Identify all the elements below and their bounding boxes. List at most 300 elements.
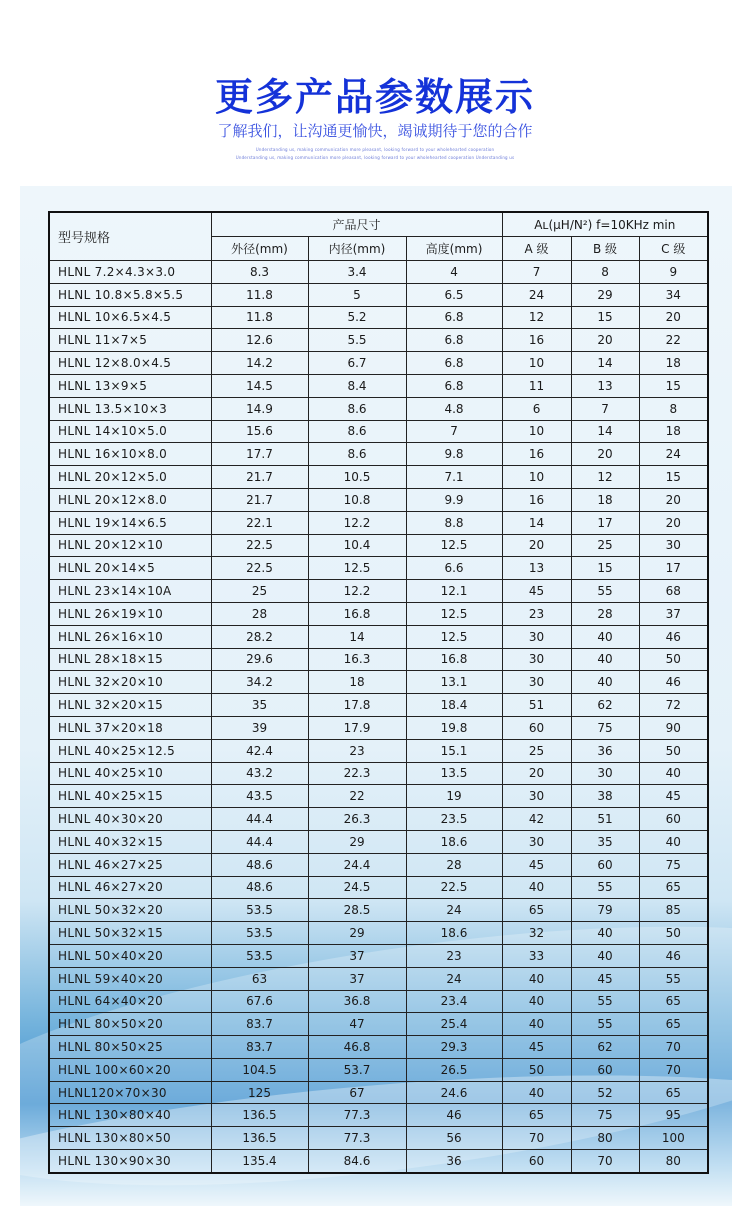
grade-a-cell: 32: [502, 922, 571, 945]
model-cell: HLNL 130×80×40: [49, 1104, 211, 1127]
height-cell: 25.4: [406, 1013, 502, 1036]
grade-c-cell: 46: [639, 944, 708, 967]
inner-diameter-cell: 46.8: [308, 1036, 406, 1059]
outer-diameter-cell: 28: [211, 602, 308, 625]
outer-diameter-cell: 11.8: [211, 283, 308, 306]
model-spec-header: 型号规格: [49, 212, 211, 261]
inner-diameter-cell: 10.8: [308, 488, 406, 511]
grade-b-cell: 40: [571, 922, 639, 945]
model-cell: HLNL 7.2×4.3×3.0: [49, 261, 211, 284]
table-row: [49, 1150, 708, 1173]
table-row: [49, 1081, 708, 1104]
grade-b-cell: 17: [571, 511, 639, 534]
table-row: [49, 1127, 708, 1150]
table-row: [49, 990, 708, 1013]
grade-c-cell: 37: [639, 602, 708, 625]
grade-c-cell: 68: [639, 580, 708, 603]
grade-c-cell: 20: [639, 488, 708, 511]
model-cell: HLNL 40×25×15: [49, 785, 211, 808]
grade-b-cell: 70: [571, 1150, 639, 1173]
page-subtitle: 了解我们，让沟通更愉快，竭诚期待于您的合作: [217, 122, 533, 140]
height-cell: 46: [406, 1104, 502, 1127]
grade-a-cell: 40: [502, 990, 571, 1013]
inner-diameter-cell: 77.3: [308, 1127, 406, 1150]
grade-a-cell: 16: [502, 329, 571, 352]
inner-diameter-cell: 29: [308, 922, 406, 945]
height-cell: 6.8: [406, 329, 502, 352]
inner-diameter-cell: 22: [308, 785, 406, 808]
table-row: [49, 466, 708, 489]
model-cell: HLNL 50×40×20: [49, 944, 211, 967]
grade-a-cell: 7: [502, 261, 571, 284]
grade-a-cell: 16: [502, 443, 571, 466]
height-cell: 18.6: [406, 922, 502, 945]
grade-b-cell: 38: [571, 785, 639, 808]
inner-diameter-cell: 36.8: [308, 990, 406, 1013]
height-cell: 24: [406, 967, 502, 990]
inner-diameter-cell: 14: [308, 625, 406, 648]
model-cell: HLNL 46×27×25: [49, 853, 211, 876]
grade-c-cell: 30: [639, 534, 708, 557]
table-body: [49, 261, 708, 1173]
table-header-row: [49, 212, 708, 237]
table-row: [49, 261, 708, 284]
grade-a-cell: 30: [502, 625, 571, 648]
inner-diameter-cell: 12.2: [308, 580, 406, 603]
model-cell: HLNL 80×50×25: [49, 1036, 211, 1059]
grade-a-cell: 65: [502, 1104, 571, 1127]
height-cell: 56: [406, 1127, 502, 1150]
table-row: [49, 830, 708, 853]
grade-c-cell: 24: [639, 443, 708, 466]
inner-diameter-header: 内径(mm): [308, 237, 406, 261]
outer-diameter-cell: 29.6: [211, 648, 308, 671]
grade-b-cell: 20: [571, 329, 639, 352]
model-cell: HLNL 10×6.5×4.5: [49, 306, 211, 329]
model-cell: HLNL 100×60×20: [49, 1058, 211, 1081]
grade-b-cell: 30: [571, 762, 639, 785]
height-cell: 19.8: [406, 716, 502, 739]
outer-diameter-cell: 125: [211, 1081, 308, 1104]
product-size-header: 产品尺寸: [211, 212, 502, 237]
model-cell: HLNL 46×27×20: [49, 876, 211, 899]
grade-c-cell: 55: [639, 967, 708, 990]
grade-c-cell: 45: [639, 785, 708, 808]
grade-b-cell: 79: [571, 899, 639, 922]
table-row: [49, 694, 708, 717]
inner-diameter-cell: 16.8: [308, 602, 406, 625]
grade-c-cell: 70: [639, 1058, 708, 1081]
outer-diameter-cell: 39: [211, 716, 308, 739]
grade-c-cell: 17: [639, 557, 708, 580]
height-cell: 29.3: [406, 1036, 502, 1059]
model-cell: HLNL 14×10×5.0: [49, 420, 211, 443]
grade-b-cell: 36: [571, 739, 639, 762]
table-row: [49, 967, 708, 990]
model-cell: HLNL 64×40×20: [49, 990, 211, 1013]
table-row: [49, 648, 708, 671]
grade-b-cell: 75: [571, 1104, 639, 1127]
table-row: [49, 306, 708, 329]
height-cell: 13.5: [406, 762, 502, 785]
grade-c-cell: 80: [639, 1150, 708, 1173]
outer-diameter-cell: 21.7: [211, 466, 308, 489]
grade-c-cell: 18: [639, 420, 708, 443]
grade-c-cell: 20: [639, 511, 708, 534]
grade-a-cell: 45: [502, 1036, 571, 1059]
outer-diameter-cell: 83.7: [211, 1036, 308, 1059]
outer-diameter-cell: 15.6: [211, 420, 308, 443]
inner-diameter-cell: 10.4: [308, 534, 406, 557]
table-row: [49, 374, 708, 397]
grade-c-cell: 65: [639, 876, 708, 899]
table-row: [49, 625, 708, 648]
outer-diameter-cell: 135.4: [211, 1150, 308, 1173]
table-row: [49, 899, 708, 922]
grade-a-cell: 20: [502, 762, 571, 785]
outer-diameter-cell: 44.4: [211, 830, 308, 853]
table-row: [49, 443, 708, 466]
table-row: [49, 1058, 708, 1081]
grade-a-cell: 50: [502, 1058, 571, 1081]
grade-a-cell: 45: [502, 853, 571, 876]
grade-a-cell: 24: [502, 283, 571, 306]
grade-b-cell: 12: [571, 466, 639, 489]
page-header: [0, 0, 750, 180]
grade-c-cell: 40: [639, 762, 708, 785]
model-cell: HLNL 59×40×20: [49, 967, 211, 990]
outer-diameter-cell: 11.8: [211, 306, 308, 329]
outer-diameter-cell: 83.7: [211, 1013, 308, 1036]
grade-b-cell: 7: [571, 397, 639, 420]
outer-diameter-header: 外径(mm): [211, 237, 308, 261]
table-row: [49, 488, 708, 511]
grade-a-cell: 60: [502, 716, 571, 739]
model-cell: HLNL 13.5×10×3: [49, 397, 211, 420]
grade-b-cell: 20: [571, 443, 639, 466]
grade-c-cell: 46: [639, 671, 708, 694]
model-cell: HLNL 19×14×6.5: [49, 511, 211, 534]
inner-diameter-cell: 53.7: [308, 1058, 406, 1081]
model-cell: HLNL 40×30×20: [49, 808, 211, 831]
table-row: [49, 1104, 708, 1127]
model-cell: HLNL 13×9×5: [49, 374, 211, 397]
grade-a-cell: 10: [502, 352, 571, 375]
grade-a-header: A 级: [502, 237, 571, 261]
subtitle-english-line-2: Understanding us, making communication more pleasant, looking forward to your wholehearted cooperation Understanding us: [235, 155, 515, 160]
subtitle-english-line-1: Understanding us, making communication more pleasant, looking forward to your wholehearted cooperation: [255, 147, 495, 152]
grade-a-cell: 20: [502, 534, 571, 557]
table-row: [49, 762, 708, 785]
grade-c-cell: 90: [639, 716, 708, 739]
grade-c-cell: 50: [639, 922, 708, 945]
inner-diameter-cell: 23: [308, 739, 406, 762]
grade-c-cell: 75: [639, 853, 708, 876]
grade-c-cell: 50: [639, 739, 708, 762]
height-cell: 12.5: [406, 534, 502, 557]
inner-diameter-cell: 17.9: [308, 716, 406, 739]
inner-diameter-cell: 8.6: [308, 420, 406, 443]
height-cell: 22.5: [406, 876, 502, 899]
grade-a-cell: 30: [502, 671, 571, 694]
inner-diameter-cell: 16.3: [308, 648, 406, 671]
height-cell: 15.1: [406, 739, 502, 762]
table-row: [49, 944, 708, 967]
grade-b-cell: 18: [571, 488, 639, 511]
height-cell: 6.8: [406, 374, 502, 397]
grade-b-cell: 62: [571, 1036, 639, 1059]
grade-c-cell: 40: [639, 830, 708, 853]
grade-c-cell: 9: [639, 261, 708, 284]
grade-b-cell: 55: [571, 1013, 639, 1036]
model-cell: HLNL 28×18×15: [49, 648, 211, 671]
inner-diameter-cell: 37: [308, 967, 406, 990]
table-row: [49, 876, 708, 899]
grade-c-cell: 85: [639, 899, 708, 922]
grade-a-cell: 65: [502, 899, 571, 922]
grade-a-cell: 12: [502, 306, 571, 329]
model-cell: HLNL 16×10×8.0: [49, 443, 211, 466]
grade-b-cell: 40: [571, 648, 639, 671]
grade-c-cell: 8: [639, 397, 708, 420]
inner-diameter-cell: 84.6: [308, 1150, 406, 1173]
grade-b-cell: 8: [571, 261, 639, 284]
model-cell: HLNL 80×50×20: [49, 1013, 211, 1036]
grade-b-cell: 55: [571, 876, 639, 899]
grade-a-cell: 30: [502, 648, 571, 671]
grade-b-cell: 13: [571, 374, 639, 397]
inner-diameter-cell: 5.5: [308, 329, 406, 352]
model-cell: HLNL 23×14×10A: [49, 580, 211, 603]
grade-a-cell: 6: [502, 397, 571, 420]
grade-b-cell: 51: [571, 808, 639, 831]
grade-b-cell: 80: [571, 1127, 639, 1150]
outer-diameter-cell: 53.5: [211, 944, 308, 967]
model-cell: HLNL 130×80×50: [49, 1127, 211, 1150]
outer-diameter-cell: 12.6: [211, 329, 308, 352]
al-value-header: Aʟ(μH/N²) f=10KHz min: [502, 212, 708, 237]
inner-diameter-cell: 8.6: [308, 397, 406, 420]
grade-a-cell: 11: [502, 374, 571, 397]
outer-diameter-cell: 14.2: [211, 352, 308, 375]
inner-diameter-cell: 6.7: [308, 352, 406, 375]
grade-c-cell: 65: [639, 990, 708, 1013]
model-cell: HLNL 20×12×8.0: [49, 488, 211, 511]
outer-diameter-cell: 22.1: [211, 511, 308, 534]
outer-diameter-cell: 43.2: [211, 762, 308, 785]
inner-diameter-cell: 12.2: [308, 511, 406, 534]
table-row: [49, 853, 708, 876]
inner-diameter-cell: 77.3: [308, 1104, 406, 1127]
grade-b-cell: 14: [571, 420, 639, 443]
outer-diameter-cell: 25: [211, 580, 308, 603]
table-row: [49, 580, 708, 603]
inner-diameter-cell: 26.3: [308, 808, 406, 831]
grade-b-cell: 25: [571, 534, 639, 557]
grade-b-cell: 52: [571, 1081, 639, 1104]
grade-b-cell: 28: [571, 602, 639, 625]
outer-diameter-cell: 35: [211, 694, 308, 717]
model-cell: HLNL 130×90×30: [49, 1150, 211, 1173]
inner-diameter-cell: 17.8: [308, 694, 406, 717]
grade-a-cell: 42: [502, 808, 571, 831]
grade-c-cell: 70: [639, 1036, 708, 1059]
table-row: [49, 352, 708, 375]
inner-diameter-cell: 37: [308, 944, 406, 967]
grade-a-cell: 13: [502, 557, 571, 580]
grade-c-cell: 34: [639, 283, 708, 306]
grade-a-cell: 14: [502, 511, 571, 534]
grade-c-cell: 100: [639, 1127, 708, 1150]
grade-c-cell: 65: [639, 1081, 708, 1104]
grade-c-header: C 级: [639, 237, 708, 261]
table-row: [49, 397, 708, 420]
inner-diameter-cell: 18: [308, 671, 406, 694]
grade-c-cell: 15: [639, 466, 708, 489]
table-row: [49, 716, 708, 739]
model-cell: HLNL 12×8.0×4.5: [49, 352, 211, 375]
height-cell: 9.8: [406, 443, 502, 466]
height-cell: 24: [406, 899, 502, 922]
inner-diameter-cell: 28.5: [308, 899, 406, 922]
grade-a-cell: 10: [502, 466, 571, 489]
grade-a-cell: 60: [502, 1150, 571, 1173]
height-cell: 12.5: [406, 625, 502, 648]
grade-b-header: B 级: [571, 237, 639, 261]
height-cell: 19: [406, 785, 502, 808]
grade-b-cell: 55: [571, 990, 639, 1013]
height-cell: 7.1: [406, 466, 502, 489]
grade-b-cell: 40: [571, 944, 639, 967]
outer-diameter-cell: 48.6: [211, 876, 308, 899]
model-cell: HLNL 40×25×12.5: [49, 739, 211, 762]
model-cell: HLNL 40×32×15: [49, 830, 211, 853]
grade-c-cell: 18: [639, 352, 708, 375]
grade-a-cell: 51: [502, 694, 571, 717]
grade-a-cell: 40: [502, 876, 571, 899]
grade-b-cell: 35: [571, 830, 639, 853]
outer-diameter-cell: 8.3: [211, 261, 308, 284]
inner-diameter-cell: 8.6: [308, 443, 406, 466]
outer-diameter-cell: 53.5: [211, 899, 308, 922]
table-row: [49, 534, 708, 557]
model-cell: HLNL 50×32×15: [49, 922, 211, 945]
grade-a-cell: 25: [502, 739, 571, 762]
height-cell: 9.9: [406, 488, 502, 511]
model-cell: HLNL 20×14×5: [49, 557, 211, 580]
grade-a-cell: 45: [502, 580, 571, 603]
model-cell: HLNL 32×20×10: [49, 671, 211, 694]
inner-diameter-cell: 22.3: [308, 762, 406, 785]
height-cell: 12.1: [406, 580, 502, 603]
table-row: [49, 922, 708, 945]
table-row: [49, 785, 708, 808]
outer-diameter-cell: 42.4: [211, 739, 308, 762]
grade-a-cell: 40: [502, 1081, 571, 1104]
model-cell: HLNL120×70×30: [49, 1081, 211, 1104]
inner-diameter-cell: 67: [308, 1081, 406, 1104]
height-cell: 6.6: [406, 557, 502, 580]
outer-diameter-cell: 34.2: [211, 671, 308, 694]
inner-diameter-cell: 24.4: [308, 853, 406, 876]
model-cell: HLNL 50×32×20: [49, 899, 211, 922]
height-header: 高度(mm): [406, 237, 502, 261]
grade-b-cell: 62: [571, 694, 639, 717]
grade-a-cell: 40: [502, 1013, 571, 1036]
grade-a-cell: 33: [502, 944, 571, 967]
inner-diameter-cell: 8.4: [308, 374, 406, 397]
outer-diameter-cell: 67.6: [211, 990, 308, 1013]
model-cell: HLNL 37×20×18: [49, 716, 211, 739]
height-cell: 24.6: [406, 1081, 502, 1104]
grade-a-cell: 16: [502, 488, 571, 511]
table-row: [49, 420, 708, 443]
height-cell: 36: [406, 1150, 502, 1173]
table-row: [49, 283, 708, 306]
grade-c-cell: 95: [639, 1104, 708, 1127]
grade-a-cell: 40: [502, 967, 571, 990]
grade-a-cell: 30: [502, 785, 571, 808]
outer-diameter-cell: 136.5: [211, 1104, 308, 1127]
outer-diameter-cell: 104.5: [211, 1058, 308, 1081]
model-cell: HLNL 11×7×5: [49, 329, 211, 352]
grade-b-cell: 40: [571, 625, 639, 648]
outer-diameter-cell: 43.5: [211, 785, 308, 808]
grade-c-cell: 22: [639, 329, 708, 352]
product-parameter-table: [48, 211, 709, 1174]
table-row: [49, 511, 708, 534]
height-cell: 23.4: [406, 990, 502, 1013]
grade-b-cell: 15: [571, 557, 639, 580]
inner-diameter-cell: 10.5: [308, 466, 406, 489]
inner-diameter-cell: 5.2: [308, 306, 406, 329]
grade-c-cell: 50: [639, 648, 708, 671]
grade-c-cell: 65: [639, 1013, 708, 1036]
inner-diameter-cell: 29: [308, 830, 406, 853]
height-cell: 23.5: [406, 808, 502, 831]
outer-diameter-cell: 63: [211, 967, 308, 990]
grade-b-cell: 75: [571, 716, 639, 739]
height-cell: 6.5: [406, 283, 502, 306]
outer-diameter-cell: 44.4: [211, 808, 308, 831]
height-cell: 13.1: [406, 671, 502, 694]
grade-b-cell: 14: [571, 352, 639, 375]
height-cell: 18.6: [406, 830, 502, 853]
grade-b-cell: 29: [571, 283, 639, 306]
model-cell: HLNL 20×12×10: [49, 534, 211, 557]
grade-c-cell: 46: [639, 625, 708, 648]
table-row: [49, 1013, 708, 1036]
table-row: [49, 557, 708, 580]
grade-a-cell: 23: [502, 602, 571, 625]
height-cell: 28: [406, 853, 502, 876]
outer-diameter-cell: 21.7: [211, 488, 308, 511]
outer-diameter-cell: 14.9: [211, 397, 308, 420]
grade-c-cell: 72: [639, 694, 708, 717]
height-cell: 23: [406, 944, 502, 967]
height-cell: 16.8: [406, 648, 502, 671]
table-row: [49, 671, 708, 694]
table-row: [49, 329, 708, 352]
outer-diameter-cell: 22.5: [211, 534, 308, 557]
table-row: [49, 739, 708, 762]
grade-b-cell: 55: [571, 580, 639, 603]
grade-a-cell: 30: [502, 830, 571, 853]
grade-b-cell: 40: [571, 671, 639, 694]
table-row: [49, 602, 708, 625]
inner-diameter-cell: 24.5: [308, 876, 406, 899]
grade-b-cell: 15: [571, 306, 639, 329]
